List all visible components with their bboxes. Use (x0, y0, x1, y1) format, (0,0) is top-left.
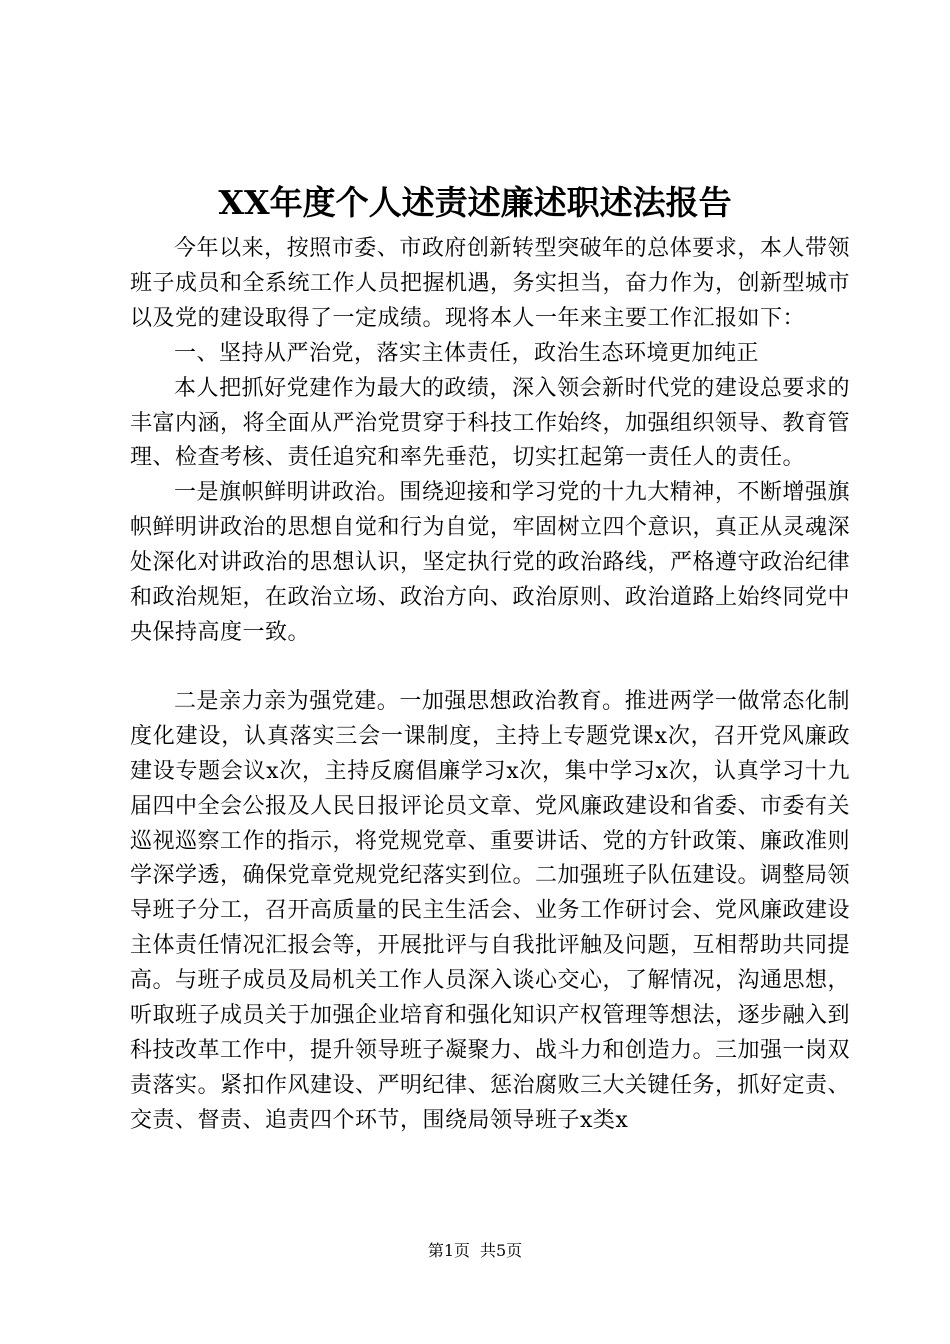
page-footer (0, 1240, 950, 1262)
paragraph-intro: 今年以来，按照市委、市政府创新转型突破年的总体要求，本人带领班子成员和全系统工作人员把握机遇，务实担当，奋力作为，创新型城市以及党的建设取得了一定成绩。现将本人一年来主要工作汇报如下： (130, 236, 851, 331)
page-total: 共5页 (480, 1241, 523, 1260)
paragraph-politics: 一是旗帜鲜明讲政治。围绕迎接和学习党的十九大精神，不断增强旗帜鲜明讲政治的思想自觉和行为自觉，牢固树立四个意识，真正从灵魂深处深化对讲政治的思想认识，坚定执行党的政治路线，严格遵守政治纪律和政治规矩，在政治立场、政治方向、政治原则、政治道路上始终同党中央保持高度一致。 (130, 480, 851, 645)
document-title: XX年度个人述责述廉述职述法报告 (218, 183, 732, 222)
paragraph-party-building: 本人把抓好党建作为最大的政绩，深入领会新时代党的建设总要求的丰富内涵，将全面从严治党贯穿于科技工作始终，加强组织领导、教育管理、检查考核、责任追究和率先垂范，切实扛起第一责任人的责任。 (130, 375, 851, 471)
section-heading-1: 一、坚持从严治党，落实主体责任，政治生态环境更加纯正 (174, 340, 760, 366)
document-body (130, 232, 850, 1139)
paragraph-strengthen-party: 二是亲力亲为强党建。一加强思想政治教育。推进两学一做常态化制度化建设，认真落实三会一课制度，主持上专题党课x次，召开党风廉政建设专题会议x次，主持反腐倡廉学习x次，集中学习x次，认真学习十九届四中全会公报及人民日报评论员文章、党风廉政建设和省委、市委有关巡视巡察工作的指示，将党规党章、重要讲话、党的方针政策、廉政准则学深学透，确保党章党规党纪落实到位。二加强班子队伍建设。调整局领导班子分工，召开高质量的民主生活会、业务工作研讨会、党风廉政建设主体责任情况汇报会等，开展批评与自我批评触及问题，互相帮助共同提高。与班子成员及局机关工作人员深入谈心交心，了解情况，沟通思想，听取班子成员关于加强企业培育和强化知识产权管理等想法，逐步融入到科技改革工作中，提升领导班子凝聚力、战斗力和创造力。三加强一岗双责落实。紧扣作风建设、严明纪律、惩治腐败三大关键任务，抓好定责、交责、督责、追责四个环节，围绕局领导班子x类x (130, 688, 851, 1133)
page-number: 第1页 (427, 1241, 470, 1260)
